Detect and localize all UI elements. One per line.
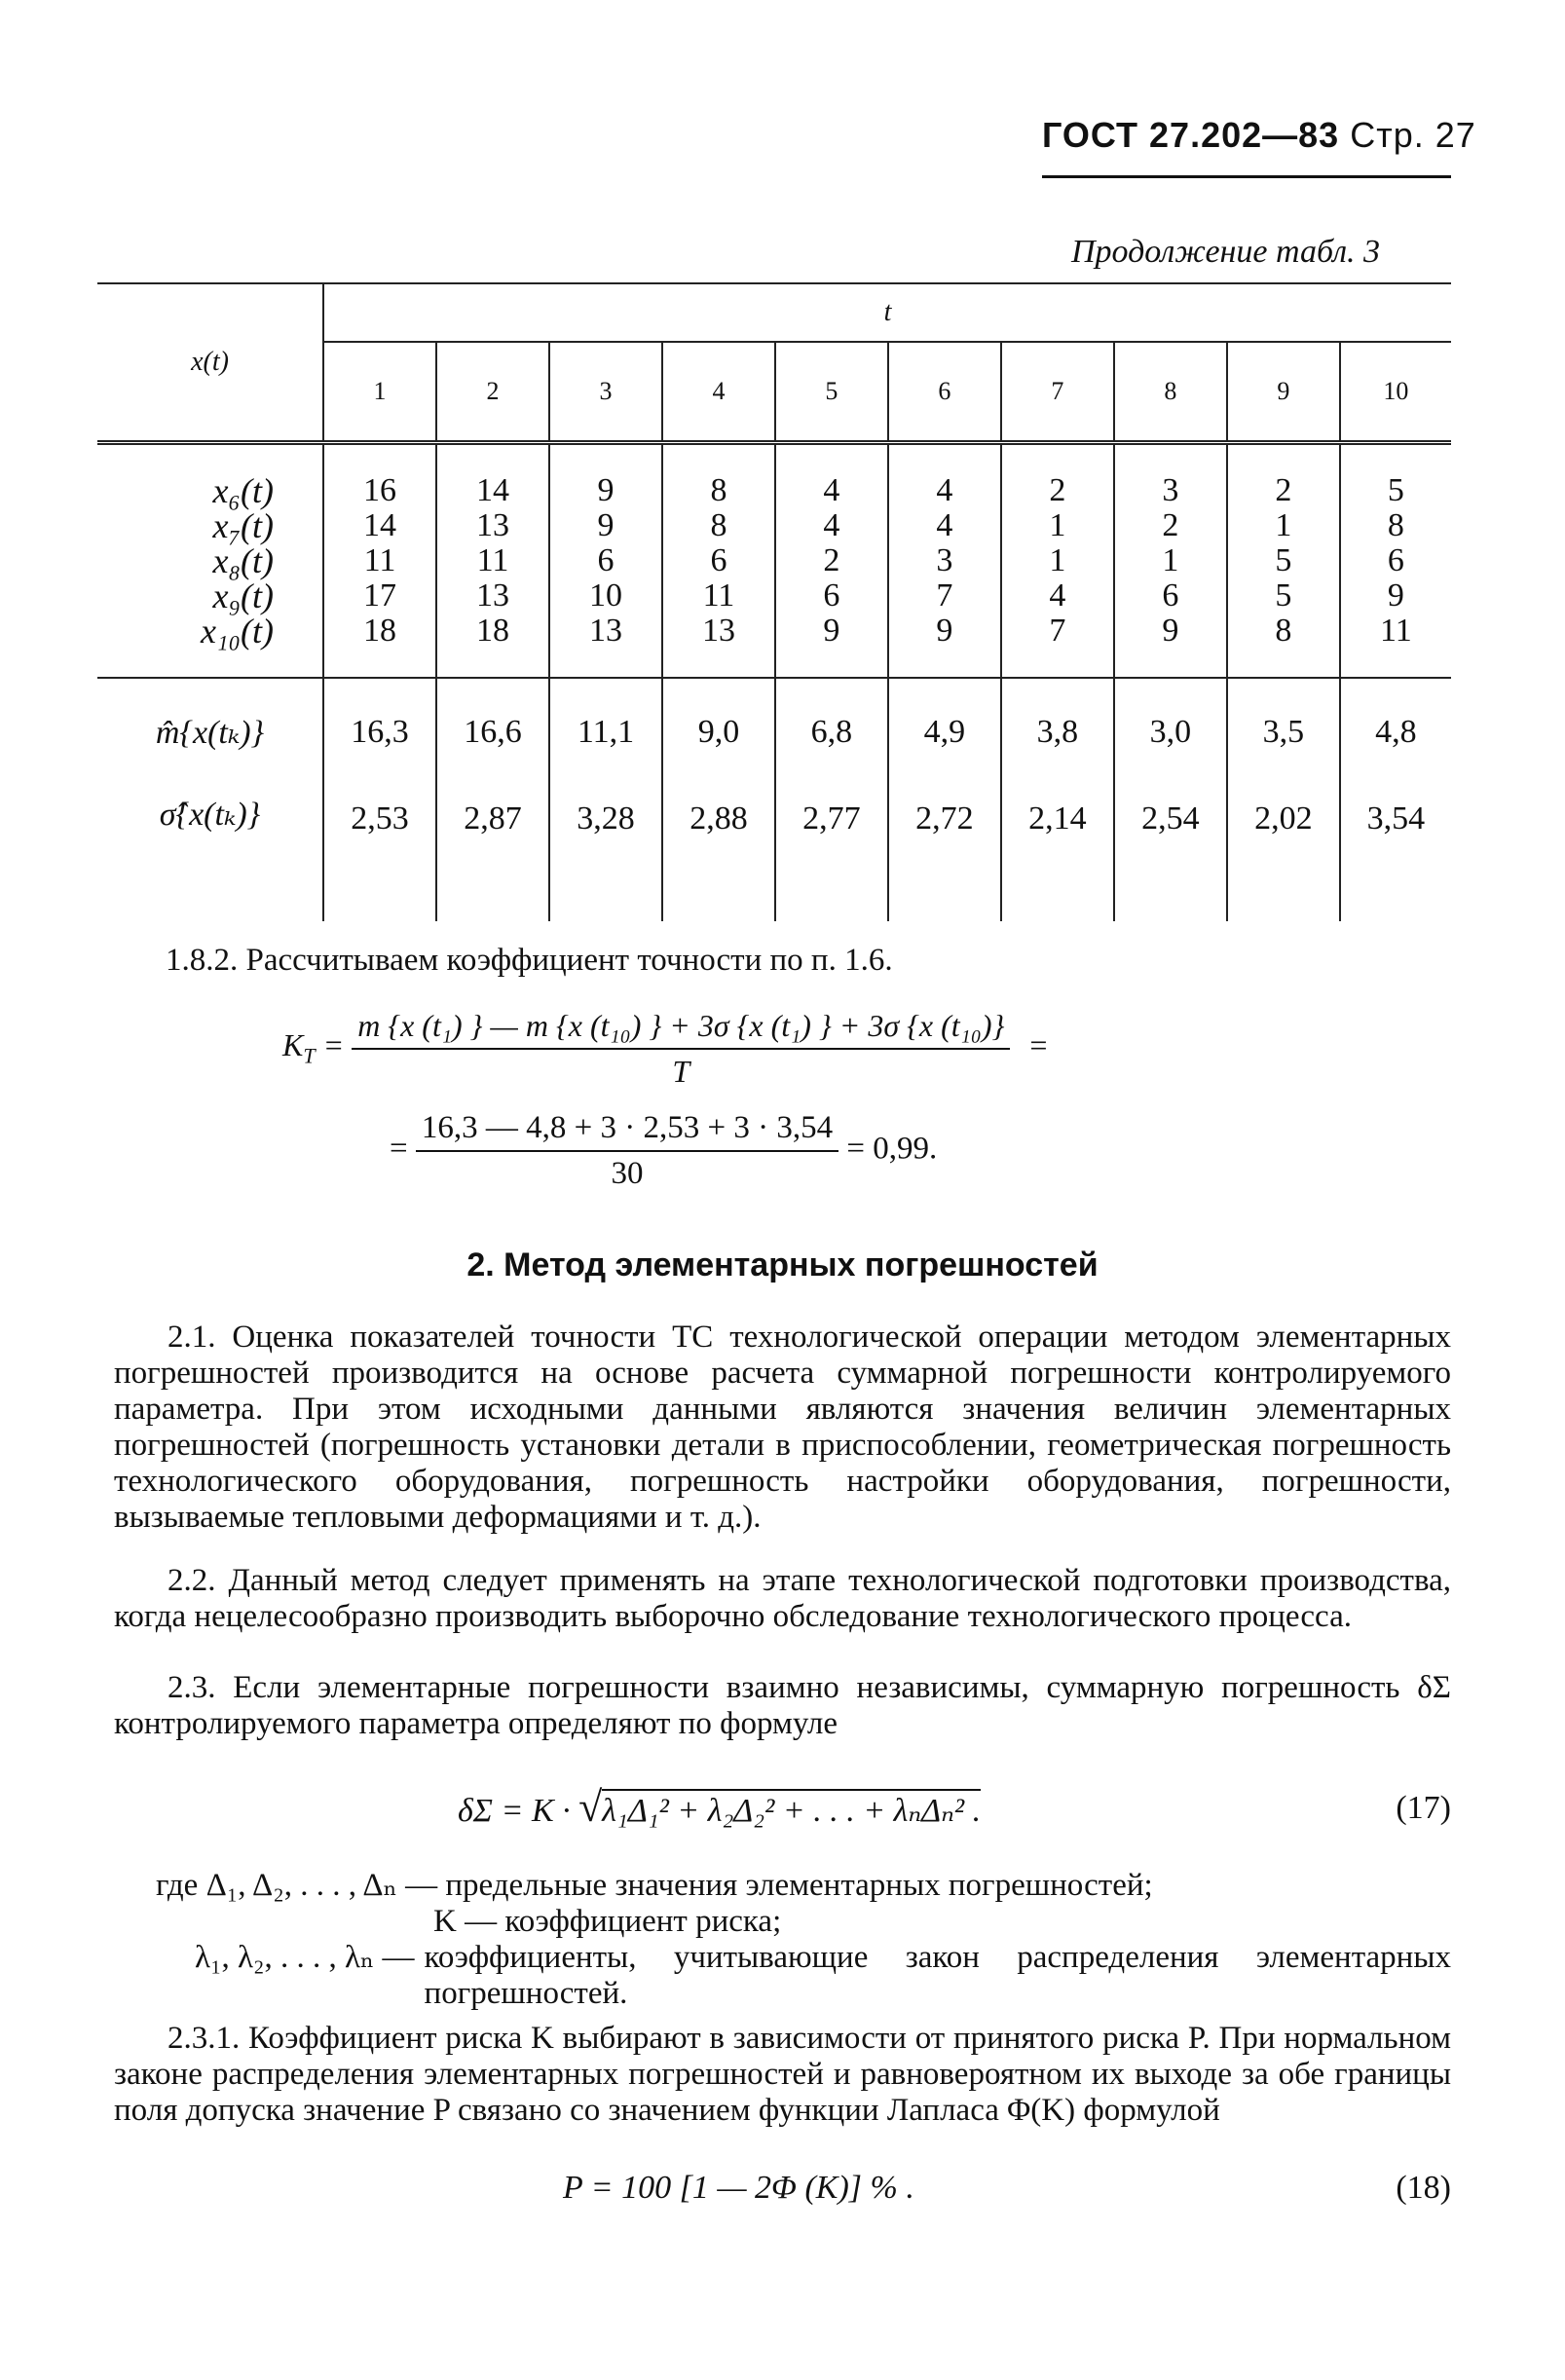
col-header: 9 [1227, 342, 1340, 443]
col-header: 5 [775, 342, 888, 443]
equation-number-18: (18) [1396, 2170, 1451, 2206]
formula-fraction-2 [416, 1110, 838, 1192]
mean-value: 6,8 [775, 678, 888, 785]
col-header: 8 [1114, 342, 1227, 443]
col-header: 3 [549, 342, 662, 443]
paragraph-2-1: 2.1. Оценка показателей точности ТС технологической операции методом элементарных погрешностей производится на основе расчета суммарной погрешности контролируемого параметра. При этом исходными данными являются значения величин элементарных погрешностей (погрешность установки детали в приспособлении, геометрическая погрешность технологического оборудования, погрешность настройки оборудования, погрешности, вызываемые тепловыми деформациями и т. д.). [114, 1320, 1451, 1535]
data-cell: 8 8 6 11 13 [662, 443, 775, 679]
paragraph-2-3-1: 2.3.1. Коэффициент риска K выбирают в зависимости от принятого риска P. При нормальном законе распределения элементарных погрешностей и равновероятном их выходе за обе границы поля допуска значение P связано со значением функции Лапласа Φ(K) формулой [114, 2021, 1451, 2128]
formula-fraction-1 [352, 1008, 1010, 1090]
table-caption: Продолжение табл. 3 [1071, 234, 1381, 270]
formula-17-radicand: λ₁Δ₁² + λ₂Δ₂² + . . . + λₙΔₙ² . [602, 1789, 981, 1829]
formula-denominator: T [672, 1054, 690, 1089]
data-cell: 5 8 6 9 11 [1340, 443, 1451, 679]
mean-value: 3,5 [1227, 678, 1340, 785]
formula-k-t: $K_Т$ = $\frac{\text{m \{x (t₁) \} — m \{x (t₁₀) \} + 3σ \{x (t₁) \} + 3σ \{x (t₁₀)\}}}{T}$ = [282, 1008, 1049, 1089]
formula-numerator-2: 16,3 — 4,8 + 3 · 2,53 + 3 · 3,54 [416, 1110, 838, 1152]
equation-number-17: (17) [1396, 1790, 1451, 1826]
row-label: x₇(t) [212, 506, 274, 545]
row-labels [97, 443, 323, 679]
sigma-value: 2,14 [1001, 785, 1114, 921]
mean-value: 3,8 [1001, 678, 1114, 785]
header-rule [1042, 175, 1451, 178]
sigma-value: 2,88 [662, 785, 775, 921]
col-header: 4 [662, 342, 775, 443]
paragraph-2-2: 2.2. Данный метод следует применять на этапе технологической подготовки производства, когда нецелесообразно производить выборочно обследование технологического процесса. [114, 1563, 1451, 1634]
sigma-value: 2,87 [436, 785, 549, 921]
sigma-label: σ̂{x(tₖ)} [159, 797, 261, 833]
formula-17: δΣ = K · √λ₁Δ₁² + λ₂Δ₂² + . . . + λₙΔₙ² . [458, 1783, 982, 1831]
paragraph-1-8-2: 1.8.2. Рассчитываем коэффициент точности по п. 1.6. [166, 943, 893, 978]
data-cell: 2 1 1 4 7 [1001, 443, 1114, 679]
col-header: 1 [323, 342, 436, 443]
formula-denominator-2: 30 [611, 1156, 644, 1191]
formula-18: P = 100 [1 — 2Φ (K)] % . [563, 2170, 914, 2206]
section-2-title: 2. Метод элементарных погрешностей [466, 1246, 1099, 1283]
formula-numerator: m {x (t₁) } — m {x (t₁₀) } + 3σ {x (t₁) } + 3σ {x (t₁₀)} [352, 1008, 1010, 1050]
mean-row [97, 678, 1451, 785]
where-line-2: K — коэффициент риска; [433, 1904, 782, 1939]
mean-value: 9,0 [662, 678, 775, 785]
mean-value: 16,6 [436, 678, 549, 785]
row-label: x₉(t) [212, 576, 274, 615]
col-group-header: t [323, 283, 1451, 342]
sigma-value: 3,54 [1340, 785, 1451, 921]
sigma-value: 3,28 [549, 785, 662, 921]
gost-number: ГОСТ 27.202—83 [1042, 115, 1340, 155]
data-cell: 16 14 11 17 18 [323, 443, 436, 679]
formula-k-t-numeric: = $\frac{16,3 — 4,8 + 3 \cdot 2,53 + 3 \cdot 3,54}{30}$ = 0,99. [390, 1110, 938, 1191]
sigma-value: 2,53 [323, 785, 436, 921]
data-cell: 2 1 5 5 8 [1227, 443, 1340, 679]
data-cell: 14 13 11 13 18 [436, 443, 549, 679]
sigma-row [97, 785, 1451, 921]
data-cell: 4 4 3 7 9 [888, 443, 1001, 679]
mean-label: m̂{x(tₖ)} [97, 678, 323, 785]
row-label: x₈(t) [212, 541, 274, 580]
data-cell: 9 9 6 10 13 [549, 443, 662, 679]
page-header [1042, 115, 1476, 156]
sigma-value: 2,72 [888, 785, 1001, 921]
data-cell: 4 4 2 6 9 [775, 443, 888, 679]
col-header: 2 [436, 342, 549, 443]
formula-result: = 0,99. [846, 1131, 938, 1167]
col-header: 7 [1001, 342, 1114, 443]
mean-value: 11,1 [549, 678, 662, 785]
mean-value: 3,0 [1114, 678, 1227, 785]
row-label: x₆(t) [212, 471, 274, 510]
mean-value: 16,3 [323, 678, 436, 785]
mean-value: 4,9 [888, 678, 1001, 785]
col-header: 10 [1340, 342, 1451, 443]
sigma-value: 2,54 [1114, 785, 1227, 921]
table-3 [97, 282, 1451, 921]
col-header: 6 [888, 342, 1001, 443]
sigma-value: 2,02 [1227, 785, 1340, 921]
row-header: x(t) [97, 283, 323, 443]
formula-17-lhs: δΣ = K · [458, 1793, 571, 1829]
data-rows [97, 443, 1451, 679]
data-cell: 3 2 1 6 9 [1114, 443, 1227, 679]
where-line-1: где Δ₁, Δ₂, . . . , Δₙ — предельные значения элементарных погрешностей; [156, 1868, 1153, 1903]
where-block [156, 1868, 1451, 2012]
row-label: x₁₀(t) [201, 612, 274, 651]
paragraph-2-3: 2.3. Если элементарные погрешности взаимно независимы, суммарную погрешность δΣ контролируемого параметра определяют по формуле [114, 1670, 1451, 1741]
where-line-3: λ₁, λ₂, . . . , λₙ — коэффициенты, учитывающие закон распределения элементарных погрешностей. [195, 1940, 1451, 2011]
sigma-value: 2,77 [775, 785, 888, 921]
mean-value: 4,8 [1340, 678, 1451, 785]
page-number: Стр. 27 [1350, 115, 1476, 155]
formula-lhs: $K_Т$ = [282, 1027, 353, 1068]
